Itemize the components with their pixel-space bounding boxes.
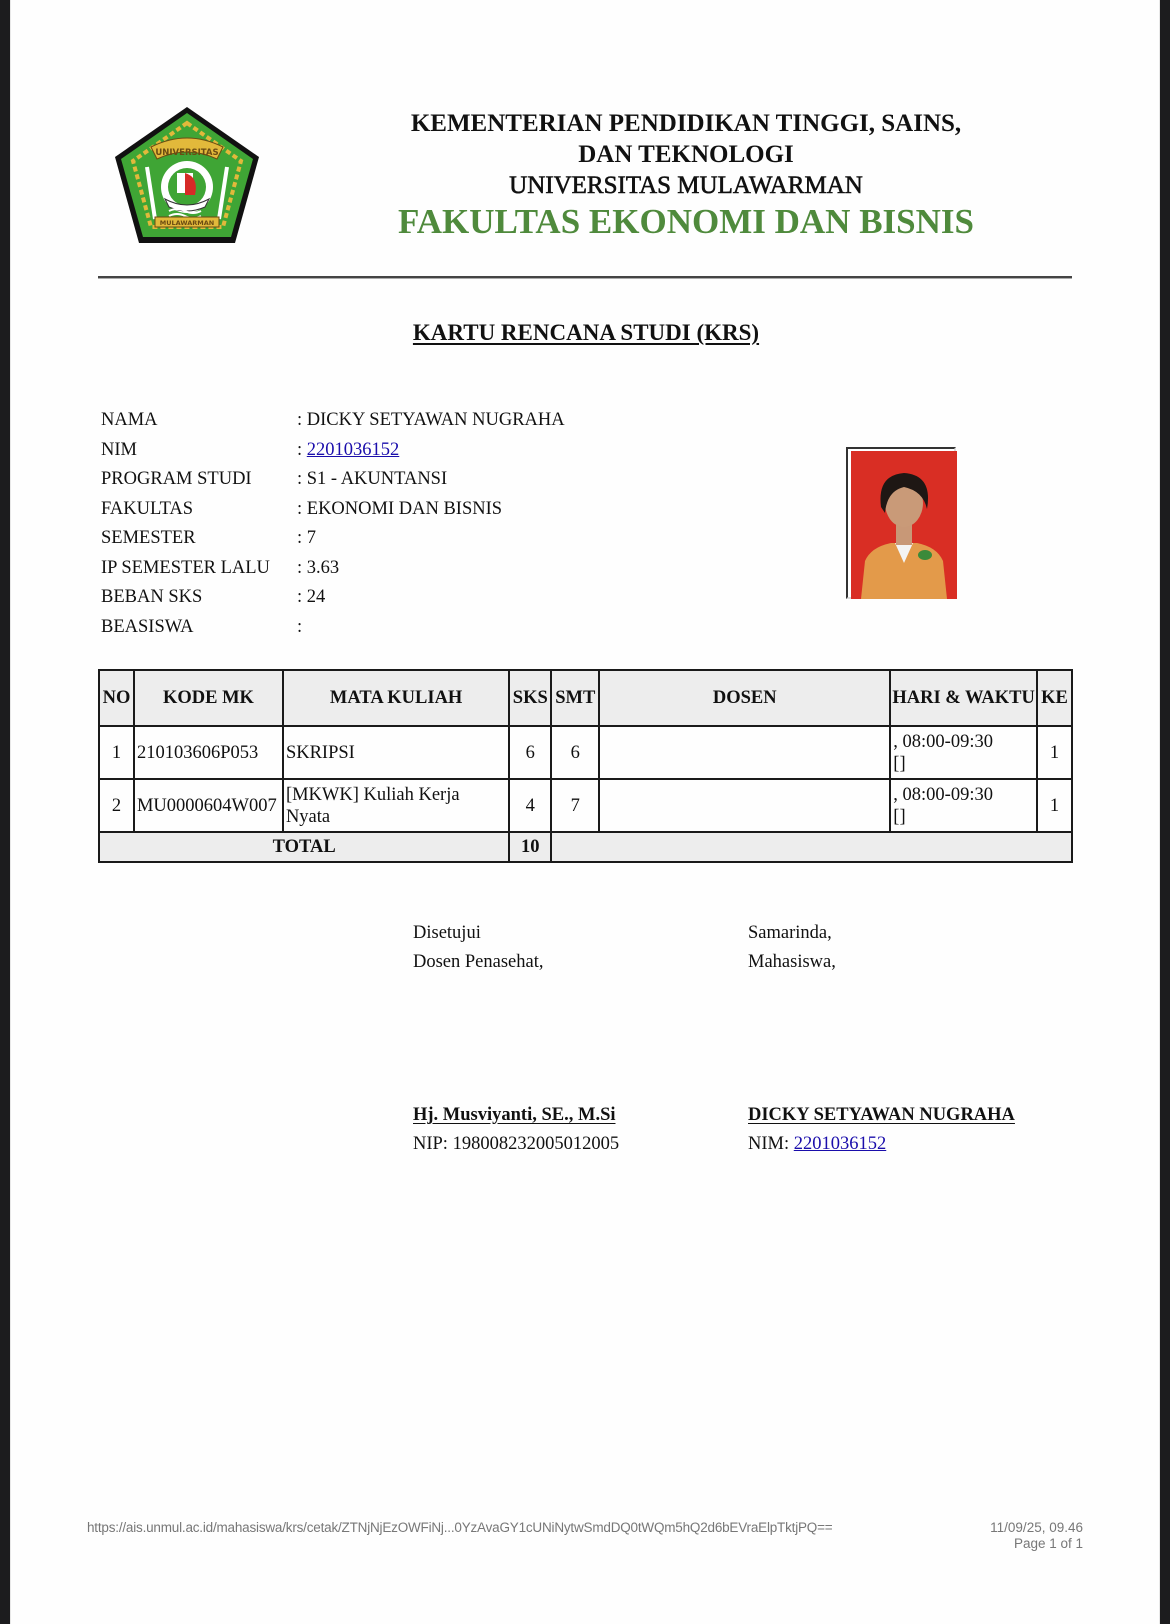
place-label: Samarinda,	[748, 923, 832, 943]
cell-no: 2	[99, 779, 134, 832]
column-header-ke: KE	[1037, 670, 1072, 726]
print-url: https://ais.unmul.ac.id/mahasiswa/krs/cetak/ZTNjNjEzOWFiNj...0YzAvaGY1cUNiNytwSmdDQ0tWQm5hQ2d6bEVraElpTktjPQ==	[87, 1520, 833, 1535]
total-sks: 10	[509, 832, 551, 862]
column-header-no: NO	[99, 670, 134, 726]
info-value: :	[297, 616, 303, 637]
advisor-nip	[413, 1130, 619, 1159]
cell-no: 1	[99, 726, 134, 779]
nim-link[interactable]: 2201036152	[306, 439, 400, 460]
cell-kode-mk: MU0000604W007	[134, 779, 283, 832]
advisor-name: Hj. Musviyanti, SE., M.Si	[413, 1105, 616, 1125]
nim-label: NIM:	[748, 1134, 794, 1154]
total-label: TOTAL	[99, 832, 509, 862]
letterhead	[381, 108, 991, 242]
advisor-signature-block	[413, 919, 620, 1154]
info-label: PROGRAM STUDI	[101, 469, 252, 490]
column-header-mata-kuliah: MATA KULIAH	[283, 670, 509, 726]
cell-mata-kuliah: [MKWK] Kuliah Kerja Nyata	[283, 779, 509, 832]
info-label: BEBAN SKS	[101, 587, 203, 608]
info-value: : EKONOMI DAN BISNIS	[297, 498, 503, 519]
document-title: KARTU RENCANA STUDI (KRS)	[412, 320, 760, 345]
cell-dosen	[599, 779, 890, 832]
student-nim	[748, 1130, 886, 1159]
letterhead-divider	[98, 276, 1072, 279]
faculty-name: FAKULTAS EKONOMI DAN BISNIS	[398, 202, 974, 241]
cell-hari-waktu	[890, 779, 1037, 832]
cell-hari-waktu	[890, 726, 1037, 779]
student-photo-frame	[846, 447, 956, 599]
cell-ke: 1	[1037, 779, 1072, 832]
info-row-beban-sks	[101, 583, 621, 613]
schedule-room: []	[893, 754, 906, 774]
info-value: : 7	[297, 528, 317, 549]
advisor-role: Dosen Penasehat,	[413, 952, 544, 972]
svg-text:UNIVERSITAS: UNIVERSITAS	[155, 148, 219, 158]
approval-label: Disetujui	[413, 923, 481, 943]
info-value: : 24	[297, 587, 326, 608]
student-role: Mahasiswa,	[748, 952, 836, 972]
table-row	[99, 726, 1072, 779]
ministry-name-line2: DAN TEKNOLOGI	[578, 141, 794, 168]
info-row-fakultas	[101, 495, 621, 525]
print-meta	[990, 1520, 1083, 1552]
info-row-ip-semester-lalu	[101, 554, 621, 584]
column-header-smt: SMT	[551, 670, 599, 726]
info-label: SEMESTER	[101, 528, 196, 549]
info-label: BEASISWA	[101, 616, 194, 637]
cell-sks: 6	[509, 726, 551, 779]
info-row-program-studi	[101, 465, 621, 495]
cell-dosen	[599, 726, 890, 779]
student-name: DICKY SETYAWAN NUGRAHA	[748, 1105, 1015, 1125]
page-number: Page 1 of 1	[1013, 1536, 1083, 1551]
svg-text:MULAWARMAN: MULAWARMAN	[159, 219, 215, 227]
info-label: NIM	[101, 439, 137, 460]
cell-mata-kuliah: SKRIPSI	[283, 726, 509, 779]
cell-kode-mk: 210103606P053	[134, 726, 283, 779]
nip-label: NIP:	[413, 1134, 453, 1154]
table-total-row	[99, 832, 1072, 862]
document-page	[10, 0, 1160, 1624]
table-header-row	[99, 670, 1072, 726]
schedule-time: , 08:00-09:30	[893, 785, 993, 805]
info-value: : 3.63	[297, 557, 340, 578]
krs-table	[98, 669, 1073, 863]
print-datetime: 11/09/25, 09.46	[990, 1520, 1083, 1535]
schedule-time: , 08:00-09:30	[893, 732, 993, 752]
info-row-semester	[101, 524, 621, 554]
ministry-name-line1: KEMENTERIAN PENDIDIKAN TINGGI, SAINS,	[410, 110, 962, 137]
info-label: FAKULTAS	[101, 498, 194, 519]
column-header-dosen: DOSEN	[599, 670, 890, 726]
info-row-beasiswa	[101, 613, 621, 643]
student-photo	[851, 451, 957, 599]
info-label: IP SEMESTER LALU	[101, 557, 270, 578]
info-colon: :	[297, 439, 307, 460]
info-value	[297, 440, 621, 461]
table-row	[99, 779, 1072, 832]
column-header-kode-mk: KODE MK	[134, 670, 283, 726]
university-emblem-icon	[111, 103, 263, 249]
cell-sks: 4	[509, 779, 551, 832]
cell-ke: 1	[1037, 726, 1072, 779]
schedule-room: []	[893, 807, 906, 827]
student-signature-block	[748, 919, 1015, 1154]
nip-value: 198008232005012005	[452, 1134, 620, 1154]
university-name: UNIVERSITAS MULAWARMAN	[509, 172, 863, 199]
total-empty	[551, 832, 1072, 862]
cell-smt: 7	[551, 779, 599, 832]
column-header-hari-waktu: HARI & WAKTU	[890, 670, 1037, 726]
info-value: : S1 - AKUNTANSI	[297, 469, 448, 490]
info-label: NAMA	[101, 410, 158, 431]
info-row-nama	[101, 406, 621, 436]
nim-link[interactable]: 2201036152	[793, 1134, 887, 1154]
column-header-sks: SKS	[509, 670, 551, 726]
info-value: : DICKY SETYAWAN NUGRAHA	[297, 410, 565, 431]
info-row-nim	[101, 436, 621, 466]
student-info	[101, 406, 621, 642]
cell-smt: 6	[551, 726, 599, 779]
